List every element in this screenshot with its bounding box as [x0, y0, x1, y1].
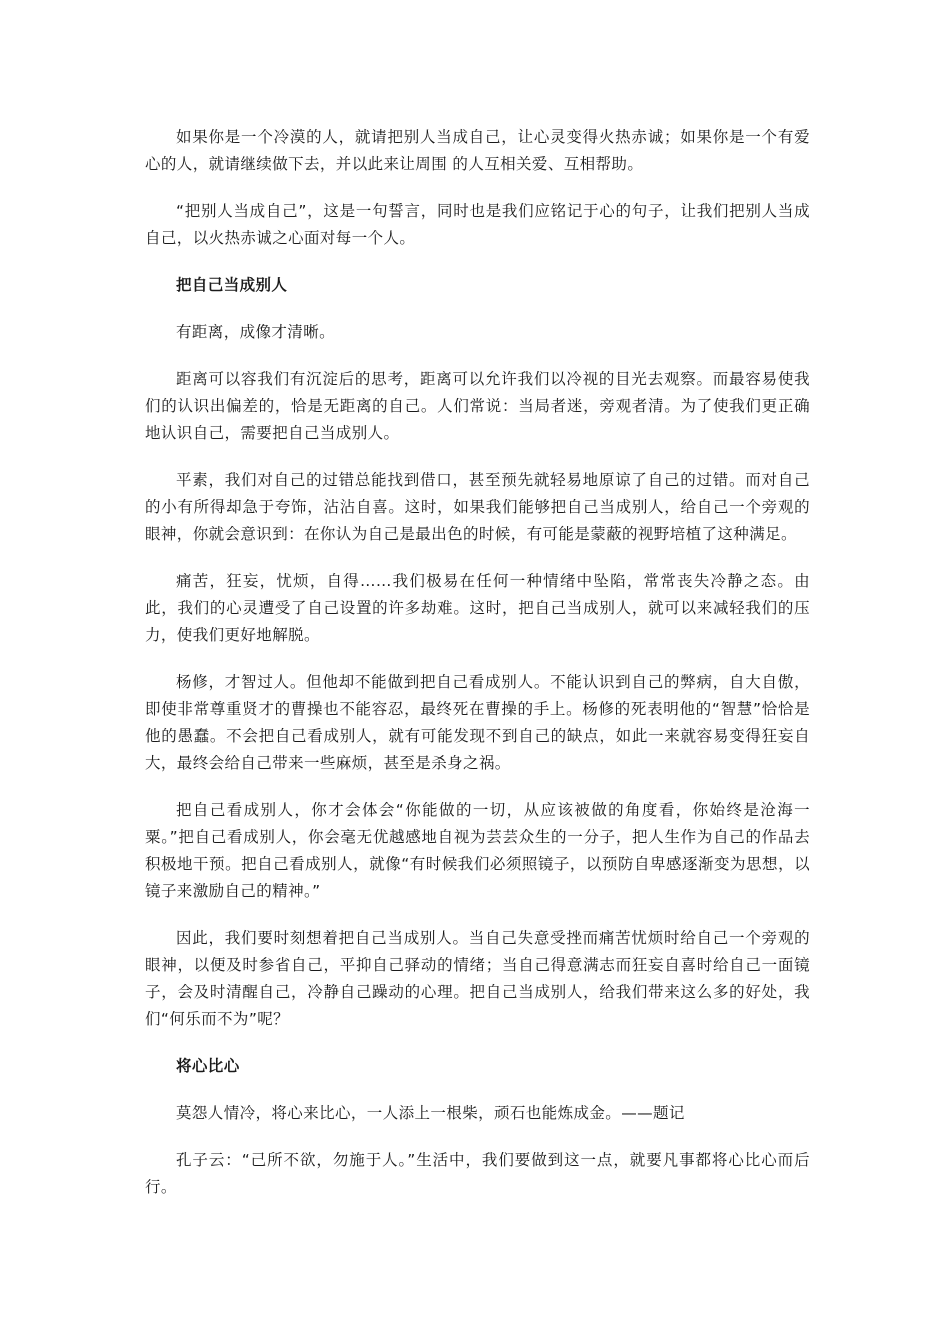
paragraph: 距离可以容我们有沉淀后的思考，距离可以允许我们以冷视的目光去观察。而最容易使我们的认识出偏差的，恰是无距离的自己。人们常说：当局者迷，旁观者清。为了使我们更正确地认识自己，需要把自己当成别人。 — [145, 370, 810, 442]
paragraph: 因此，我们要时刻想着把自己当成别人。当自己失意受挫而痛苦忧烦时给自己一个旁观的眼神，以便及时参省自己，平抑自己驿动的情绪；当自己得意满志而狂妄自喜时给自己一面镜子，会及时清醒自己，冷静自己躁动的心理。把自己当成别人，给我们带来这么多的好处，我们“何乐而不为”呢？ — [145, 929, 810, 1028]
epigraph: 莫怨人情冷，将心来比心，一人添上一根柴，顽石也能炼成金。——题记 — [176, 1104, 685, 1122]
paragraph: 有距离，成像才清晰。 — [176, 323, 336, 341]
document-body — [145, 124, 810, 1201]
paragraph: 把自己看成别人，你才会体会“你能做的一切，从应该被做的角度看，你始终是沧海一粟。”把自己看成别人，你会毫无优越感地自视为芸芸众生的一分子，把人生作为自己的作品去积极地干预。把自己看成别人，就像“有时候我们必须照镜子，以预防自卑感逐渐变为思想，以镜子来激励自己的精神。” — [145, 801, 810, 900]
paragraph: 孔子云：“己所不欲，勿施于人。”生活中，我们要做到这一点，就要凡事都将心比心而后行。 — [145, 1151, 810, 1196]
paragraph: 平素，我们对自己的过错总能找到借口，甚至预先就轻易地原谅了自己的过错。而对自己的小有所得却急于夸饰，沾沾自喜。这时，如果我们能够把自己当成别人，给自己一个旁观的眼神，你就会意识到：在你认为自己是最出色的时候，有可能是蒙蔽的视野培植了这种满足。 — [145, 471, 810, 543]
paragraph: 杨修，才智过人。但他却不能做到把自己看成别人。不能认识到自己的弊病，自大自傲，即使非常尊重贤才的曹操也不能容忍，最终死在曹操的手上。杨修的死表明他的“智慧”恰恰是他的愚蠢。不会把自己看成别人，就有可能发现不到自己的缺点，如此一来就容易变得狂妄自大，最终会给自己带来一些麻烦，甚至是杀身之祸。 — [145, 673, 810, 772]
section-heading: 把自己当成别人 — [176, 276, 288, 294]
section-heading: 将心比心 — [176, 1057, 240, 1075]
paragraph: “把别人当成自己”，这是一句誓言，同时也是我们应铭记于心的句子，让我们把别人当成自己，以火热赤诚之心面对每一个人。 — [145, 202, 810, 247]
paragraph: 痛苦，狂妄，忧烦，自得……我们极易在任何一种情绪中坠陷，常常丧失冷静之态。由此，我们的心灵遭受了自己设置的许多劫难。这时，把自己当成别人，就可以来减轻我们的压力，使我们更好地解脱。 — [145, 572, 810, 644]
paragraph: 如果你是一个冷漠的人，就请把别人当成自己，让心灵变得火热赤诚；如果你是一个有爱心的人，就请继续做下去，并以此来让周围 的人互相关爱、互相帮助。 — [145, 128, 810, 173]
